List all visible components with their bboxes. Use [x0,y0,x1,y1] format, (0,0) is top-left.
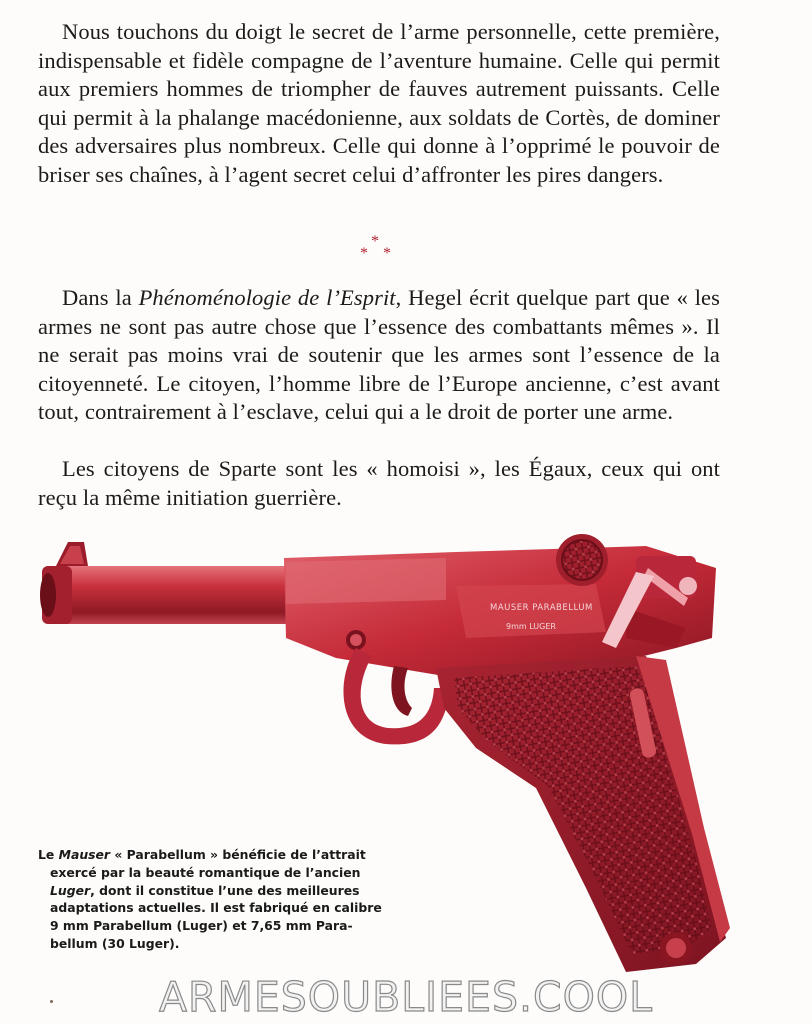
caption-luger: Luger [50,882,91,898]
paragraph-sparte: Les citoyens de Sparte sont les « homoisi », les Égaux, ceux qui ont reçu la même initiation guerrière. [38,456,720,510]
pistol-frame [284,534,716,678]
caption-text: , dont il constitue l’une des meilleures [90,882,360,898]
asterism-star-right: * [383,245,391,262]
caption-text: Le [38,847,59,862]
asterism-star-top: * [371,233,379,250]
book-title: Phénoménologie de l’Esprit [138,285,396,310]
pistol-grip [436,656,730,972]
caption-line-1 [38,846,452,864]
figure-caption [38,846,452,953]
caption-line-4: adaptations actuelles. Il est fabriqué en calibre [50,900,382,916]
caption-line-3 [38,882,452,900]
engraving-line1: MAUSER PARABELLUM [490,603,593,613]
pistol-barrel [40,542,294,624]
caption-text: « Parabellum » bénéficie de l’attrait [110,847,366,862]
asterism-separator [356,232,400,268]
paragraph-hegel-prefix: Dans la [62,285,139,310]
engraving-line2: 9mm LUGER [506,622,556,631]
paragraph-hegel-text: , Hegel écrit quelque part que « les armes ne sont pas autre chose que l’essence des combattants mêmes ». Il ne serait pas moins vrai de soutenir que les armes sont l’essence de la citoyenneté. Le citoyen, l’homme libre de l’Europe ancienne, c’est avant tout, contrairement à l’esclave, celui qui a le droit de porter une arme. [38,285,721,425]
caption-line-2: exercé par la beauté romantique de l’ancien [50,864,361,880]
caption-line-6: bellum (30 Luger). [50,935,180,951]
asterism-star-left: * [360,245,368,262]
paragraph-hegel [38,284,720,427]
caption-line-5: 9 mm Parabellum (Luger) et 7,65 mm Para- [50,918,353,934]
caption-mauser: Mauser [58,847,111,862]
paragraph-arme-personnelle: Nous touchons du doigt le secret de l’arme personnelle, cette première, indispensable et fidèle compagne de l’aventure humaine. Celle qui permit aux premiers hommes de triompher de fauves autrement puissants. Celle qui permit à la phalange macédonienne, aux soldats de Cortès, de dominer des adversaires plus nombreux. Celle qui donne à l’opprimé le pouvoir de briser ses chaînes, à l’agent secret celui d’affronter les pires dangers. [38,19,720,187]
watermark-text: ARMESOUBLIEES.COOL [158,973,654,1021]
